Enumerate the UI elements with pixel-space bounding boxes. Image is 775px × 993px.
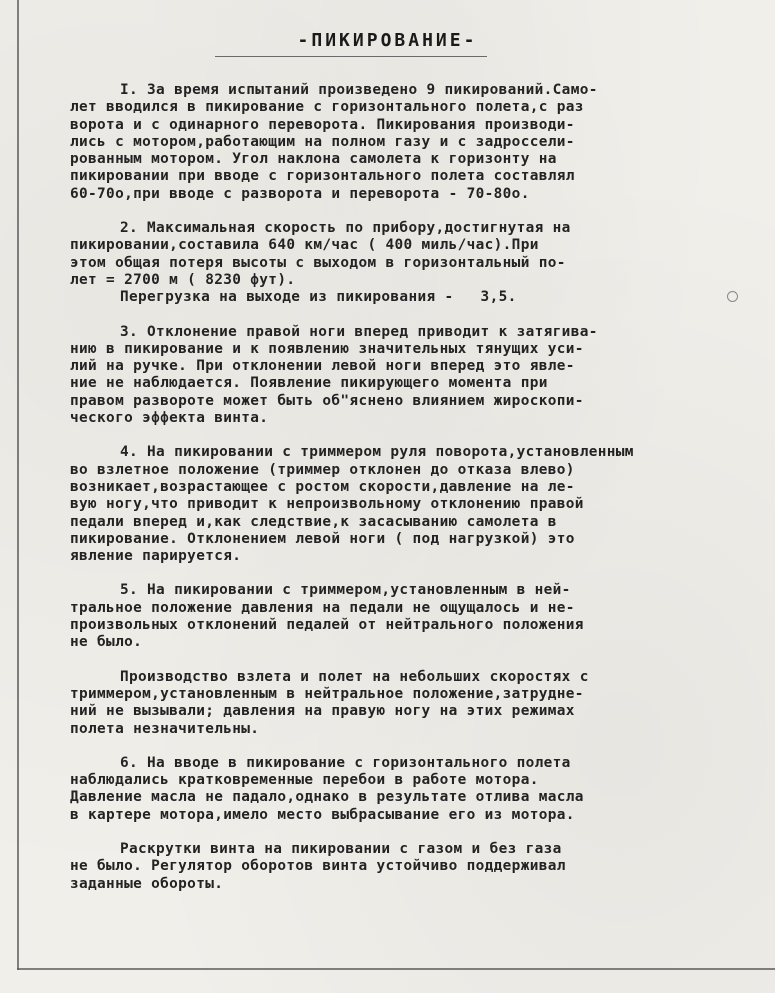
body-line: ческого эффекта винта. bbox=[70, 410, 269, 427]
paragraph-gap bbox=[70, 565, 730, 582]
body-line: лет = 2700 м ( 8230 фут). bbox=[70, 271, 296, 288]
body-line: I. За время испытаний произведено 9 пикирований.Само- bbox=[120, 82, 598, 98]
paragraph-gap bbox=[70, 307, 730, 324]
body-line: пикировании,составила 640 км/час ( 400 миль/час).При bbox=[70, 237, 539, 254]
document-title: -ПИКИРОВАНИЕ- bbox=[297, 30, 478, 51]
body-line: в картере мотора,имело место выбрасывание его из мотора. bbox=[70, 806, 575, 823]
body-line: явление парируется. bbox=[70, 548, 242, 565]
body-line: вую ногу,что приводит к непроизвольному отклонению правой bbox=[70, 496, 584, 513]
paragraph-gap bbox=[70, 738, 730, 755]
body-line: во взлетное положение (триммер отклонен до отказа влево) bbox=[70, 461, 575, 478]
page-left-border bbox=[17, 0, 19, 970]
body-line: полета незначительны. bbox=[70, 720, 260, 737]
body-line: Давление масла не падало,однако в результате отлива масла bbox=[70, 789, 584, 806]
body-line: ние не наблюдается. Появление пикирующего момента при bbox=[70, 375, 548, 392]
document-body bbox=[70, 82, 730, 893]
body-line: триммером,установленным в нейтральное положение,затрудне- bbox=[70, 685, 584, 702]
body-line: ворота и с одинарного переворота. Пикирования производи- bbox=[70, 116, 575, 133]
body-line: 4. На пикировании с триммером руля поворота,установленным bbox=[120, 444, 634, 461]
body-line: 60-70о,при вводе с разворота и переворота - 70-80о. bbox=[70, 185, 530, 202]
body-line: 2. Максимальная скорость по прибору,достигнутая на bbox=[120, 220, 571, 237]
body-line: 3. Отклонение правой ноги вперед приводит к затягива- bbox=[120, 323, 598, 340]
body-line: Перегрузка на выходе из пикирования - 3,5. bbox=[120, 289, 517, 306]
body-line: Производство взлета и полет на небольших скоростях с bbox=[120, 668, 589, 685]
body-line: произвольных отклонений педалей от нейтрального положения bbox=[70, 617, 584, 634]
body-line: 6. На вводе в пикирование с горизонтального полета bbox=[120, 754, 571, 771]
title-underline bbox=[215, 56, 487, 57]
body-line: лись с мотором,работающим на полном газу и с задроссели- bbox=[70, 133, 575, 150]
body-line: не было. bbox=[70, 634, 143, 651]
body-line: 5. На пикировании с триммером,установленным в ней- bbox=[120, 582, 571, 599]
paragraph-gap bbox=[70, 652, 730, 669]
body-line: рованным мотором. Угол наклона самолета к горизонту на bbox=[70, 151, 557, 168]
body-line: наблюдались кратковременные перебои в работе мотора. bbox=[70, 772, 539, 789]
body-line: ний не вызывали; давления на правую ногу на этих режимах bbox=[70, 703, 575, 720]
body-line: правом развороте может быть об"яснено влиянием жироскопи- bbox=[70, 392, 584, 409]
body-line: нию в пикирование и к появлению значительных тянущих уси- bbox=[70, 340, 584, 357]
body-line: тральное положение давления на педали не ощущалось и не- bbox=[70, 599, 575, 616]
body-line: этом общая потеря высоты с выходом в горизонтальный по- bbox=[70, 254, 566, 271]
body-line: Раскрутки винта на пикировании с газом и без газа bbox=[120, 840, 562, 857]
body-line: пикирование. Отклонением левой ноги ( под нагрузкой) это bbox=[70, 530, 575, 547]
body-line: возникает,возрастающее с ростом скорости,давление на ле- bbox=[70, 478, 575, 495]
paragraph-gap bbox=[70, 427, 730, 444]
body-line: заданные обороты. bbox=[70, 875, 224, 892]
paragraph-gap bbox=[70, 824, 730, 841]
paragraph-gap bbox=[70, 203, 730, 220]
page-bottom-border bbox=[17, 968, 775, 970]
body-line: педали вперед и,как следствие,к засасыванию самолета в bbox=[70, 513, 557, 530]
body-line: пикировании при вводе с горизонтального полета составлял bbox=[70, 168, 575, 185]
body-line: не было. Регулятор оборотов винта устойчиво поддерживал bbox=[70, 858, 566, 875]
body-line: лий на ручке. При отклонении левой ноги вперед это явле- bbox=[70, 358, 575, 375]
body-line: лет вводился в пикирование с горизонтального полета,с раз bbox=[70, 99, 584, 116]
